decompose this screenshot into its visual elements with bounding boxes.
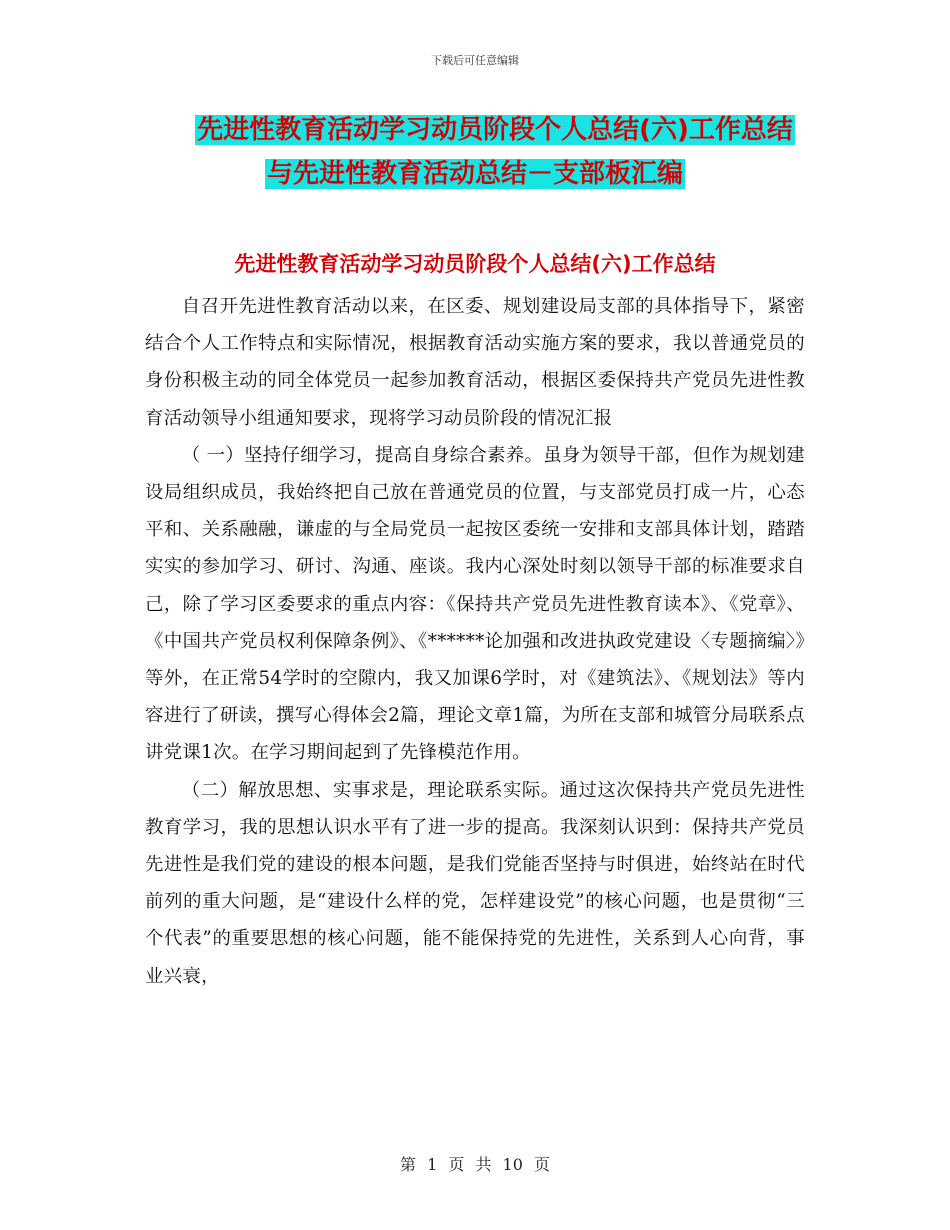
main-title-line-2 xyxy=(0,157,950,191)
header-note: 下载后可任意编辑 xyxy=(431,54,519,67)
section-title: 先进性教育活动学习动员阶段个人总结(六)工作总结 xyxy=(234,252,716,276)
paragraph-study: （ 一）坚持仔细学习，提高自身综合素养。虽身为领导干部，但作为规划建设局组织成员，我始终把自己放在普通党员的位置，与支部党员打成一片，心态平和、关系融融，谦虚的与全局党员一起按区委统一安排和支部具体计划，踏踏实实的参加学习、研讨、沟通、座谈。我内心深处时刻以领导干部的标准要求自己，除了学习区委要求的重点内容：《保持共产党员先进性教育读本》、《党章》、《中国共产党员权利保障条例》、《******论加强和改进执政党建设〈专题摘编〉》等外，在正常54学时的空隙内，我又加课6学时，对《建筑法》、《规划法》等内容进行了研读，撰写心得体会2篇，理论文章1篇，为所在支部和城管分局联系点讲党课1次。在学习期间起到了先锋模范作用。 xyxy=(145,444,805,764)
main-title-line-1-text: 先进性教育活动学习动员阶段个人总结(六)工作总结 xyxy=(197,115,793,145)
document-body xyxy=(145,288,805,995)
paragraph-intro: 自召开先进性教育活动以来，在区委、规划建设局支部的具体指导下，紧密结合个人工作特点和实际情况，根据教育活动实施方案的要求，我以普通党员的身份积极主动的同全体党员一起参加教育活动，根据区委保持共产党员先进性教育活动领导小组通知要求，现将学习动员阶段的情况汇报 xyxy=(145,296,805,429)
paragraph-thinking: （二）解放思想、实事求是，理论联系实际。通过这次保持共产党员先进性教育学习，我的思想认识水平有了进一步的提高。我深刻认识到：保持共产党员先进性是我们党的建设的根本问题，是我们党能否坚持与时俱进，始终站在时代前列的重大问题，是“建设什么样的党，怎样建设党”的核心问题，也是贯彻“三个代表”的重要思想的核心问题，能不能保持党的先进性，关系到人心向背，事业兴衰， xyxy=(145,779,805,987)
page-footer: 第 1 页 共 10 页 xyxy=(400,1155,550,1174)
main-title-line-1 xyxy=(20,113,950,147)
main-title-line-2-text: 与先进性教育活动总结－支部板汇编 xyxy=(266,159,683,189)
